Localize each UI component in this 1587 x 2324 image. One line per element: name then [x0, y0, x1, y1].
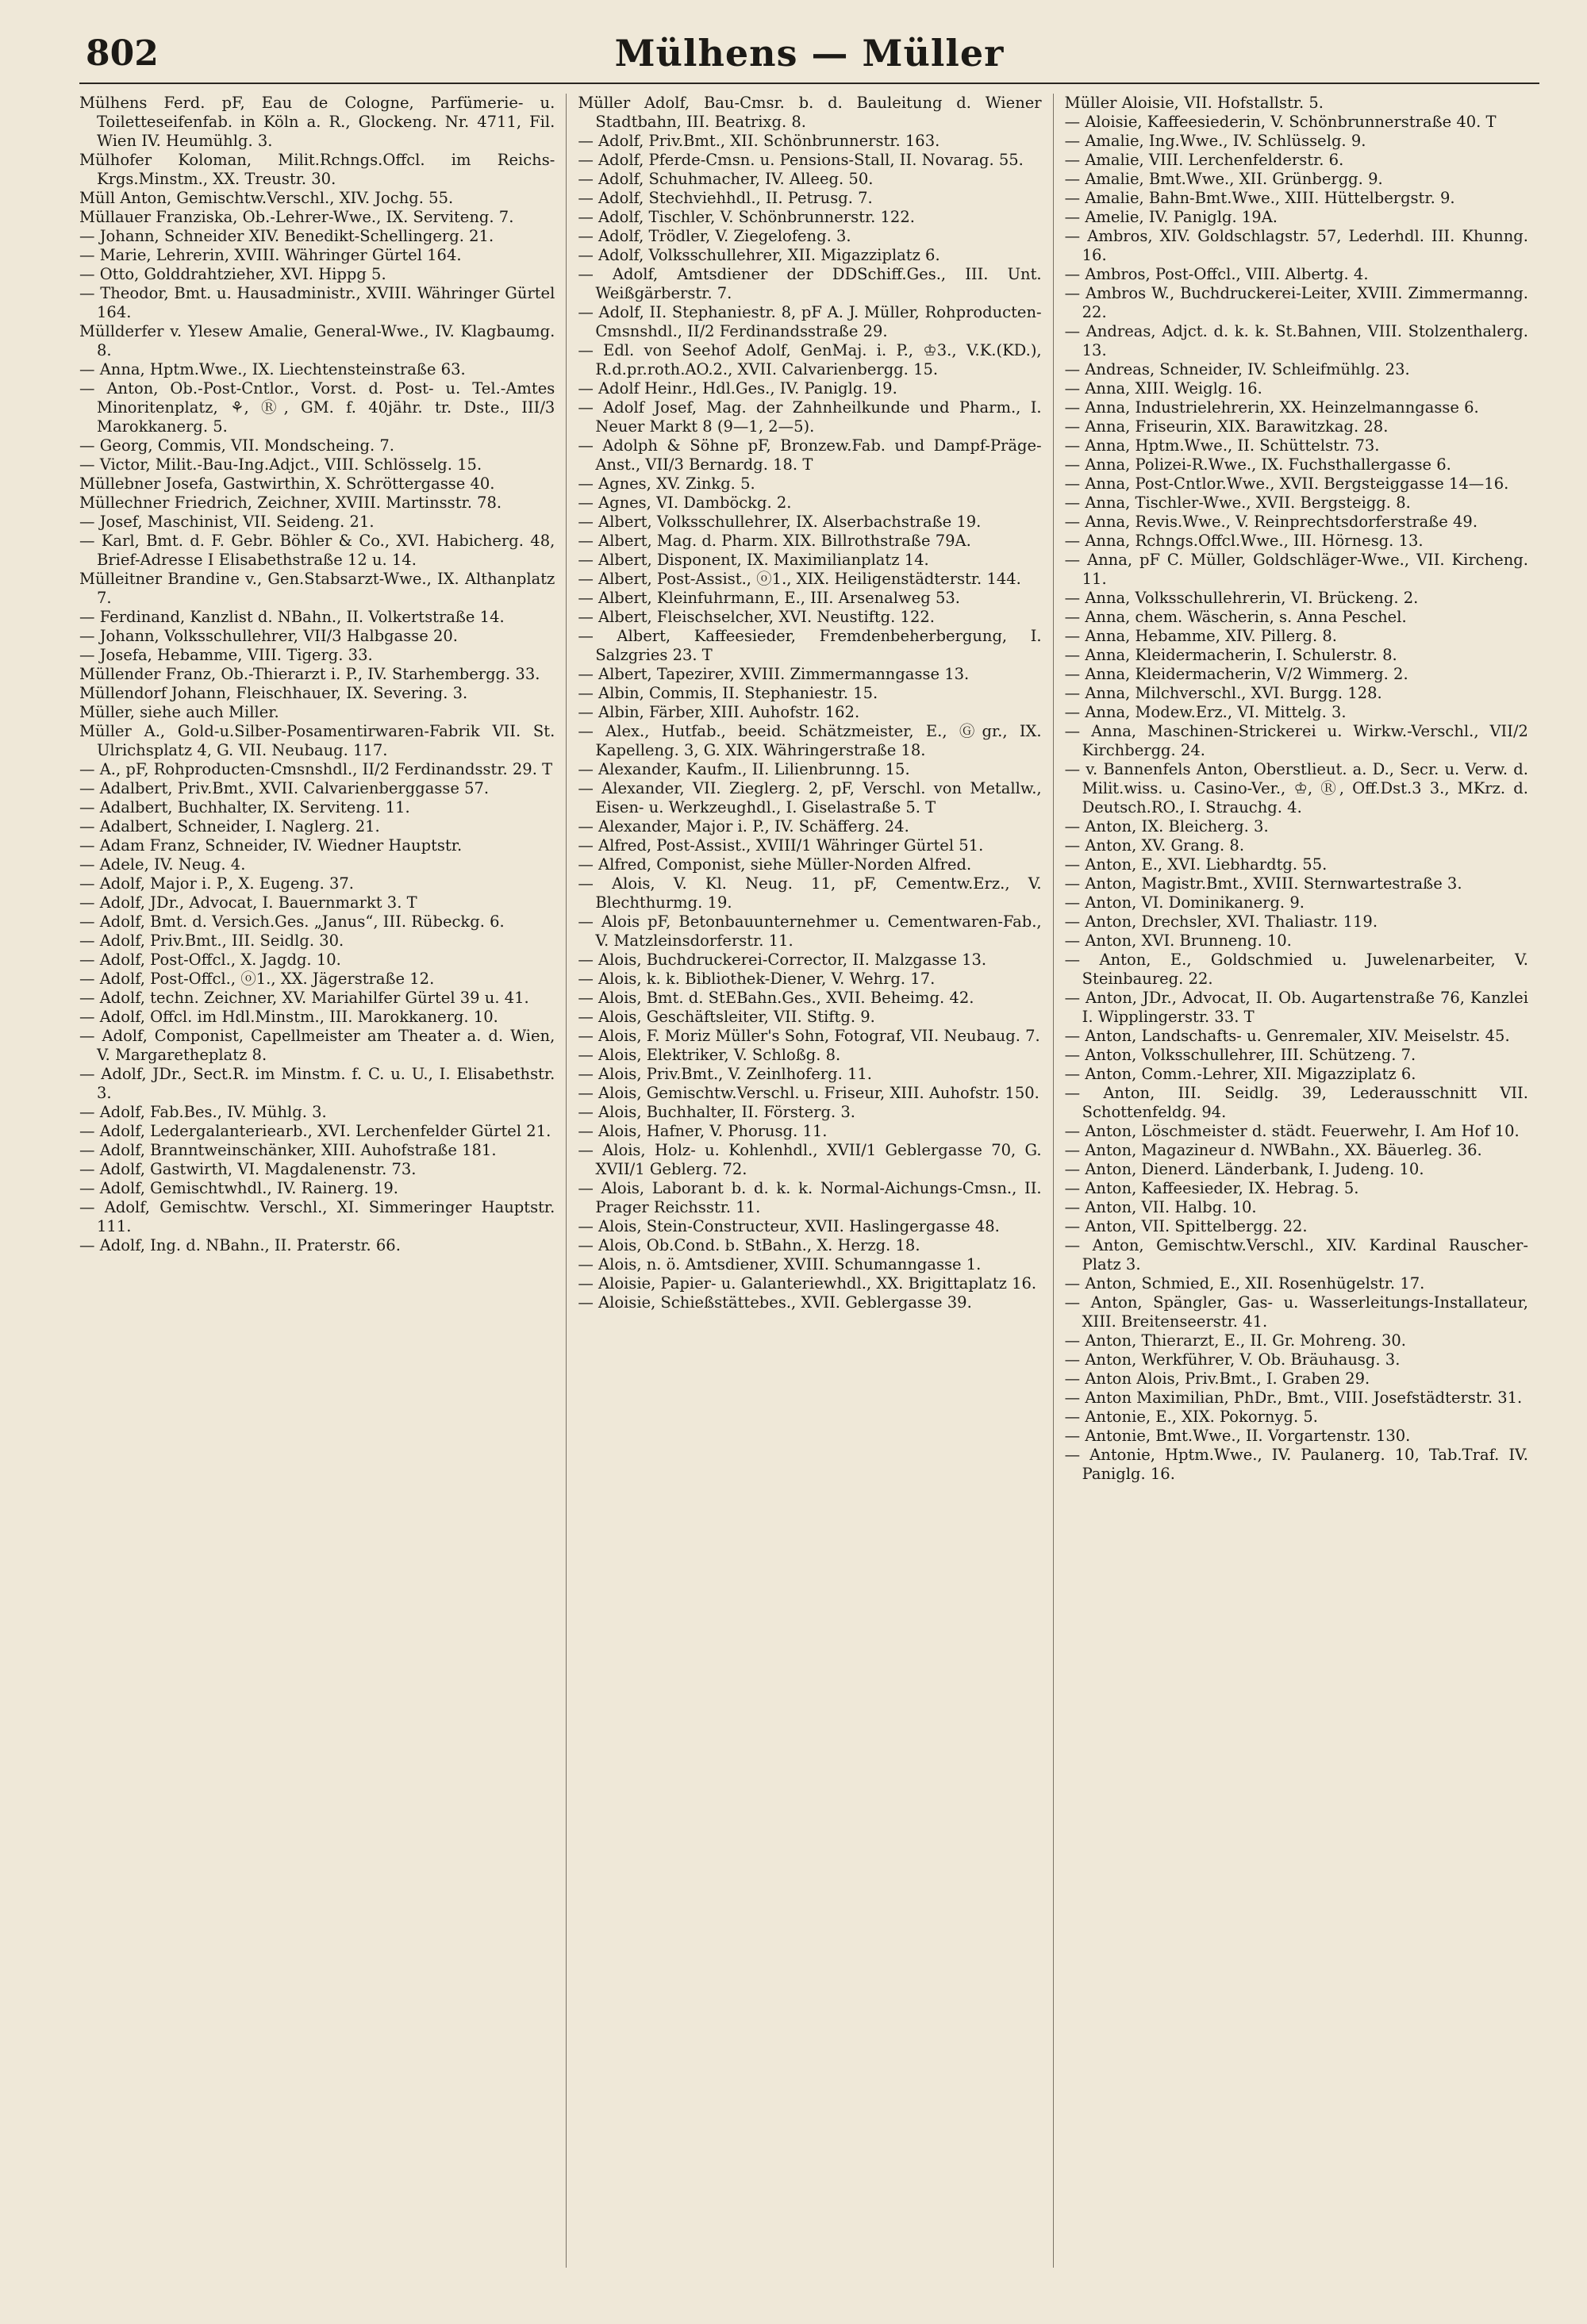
directory-entry: — Albin, Färber, XIII. Auhofstr. 162.: [578, 703, 860, 721]
directory-entry: — Aloisie, Schießstättebes., XVII. Geblergasse 39.: [578, 1293, 972, 1312]
directory-entry: — Alois, Geschäftsleiter, VII. Stiftg. 9.: [578, 1008, 875, 1026]
directory-entry: — Anna, Kleidermacherin, I. Schulerstr. 8.: [1064, 646, 1397, 664]
directory-entry: — Georg, Commis, VII. Mondscheing. 7.: [79, 436, 394, 455]
directory-entry: — Adolf, JDr., Advocat, I. Bauernmarkt 3. T: [79, 893, 417, 912]
directory-columns: [79, 94, 1539, 2268]
directory-entry: — Anton, E., Goldschmied u. Juwelenarbeiter, V. Steinbaureg. 22.: [1064, 951, 1528, 988]
directory-entry: — Adolf, II. Stephaniestr. 8, pF A. J. Müller, Rohproducten-Cmsnshdl., II/2 Ferdinandsstraße 29.: [578, 303, 1042, 340]
directory-entry: — Albin, Commis, II. Stephaniestr. 15.: [578, 684, 878, 702]
page-number: 802: [86, 33, 159, 74]
directory-entry: — Adolf, Schuhmacher, IV. Alleeg. 50.: [578, 170, 874, 188]
directory-entry: Müll Anton, Gemischtw.Verschl., XIV. Jochg. 55.: [79, 189, 454, 207]
directory-entry: Müllauer Franziska, Ob.-Lehrer-Wwe., IX. Serviteng. 7.: [79, 208, 514, 226]
directory-entry: — Johann, Volksschullehrer, VII/3 Halbgasse 20.: [79, 627, 458, 645]
directory-entry: — Anna, XIII. Weiglg. 16.: [1064, 379, 1262, 398]
directory-entry: — Antonie, Bmt.Wwe., II. Vorgartenstr. 130.: [1064, 1427, 1411, 1445]
directory-entry: — Adolf, Tischler, V. Schönbrunnerstr. 122.: [578, 208, 915, 226]
directory-entry: — Anna, Modew.Erz., VI. Mittelg. 3.: [1064, 703, 1347, 721]
directory-entry: — Anna, Hebamme, XIV. Pillerg. 8.: [1064, 627, 1337, 645]
directory-entry: — Adolf, Pferde-Cmsn. u. Pensions-Stall, II. Novarag. 55.: [578, 151, 1024, 169]
directory-entry: — Adolf, Priv.Bmt., III. Seidlg. 30.: [79, 932, 344, 950]
directory-entry: — Anna, pF C. Müller, Goldschläger-Wwe., VII. Kircheng. 11.: [1064, 551, 1528, 588]
directory-entry: — Anton, Magazineur d. NWBahn., XX. Bäuerleg. 36.: [1064, 1141, 1482, 1159]
directory-entry: — Alois, Stein-Constructeur, XVII. Haslingergasse 48.: [578, 1217, 1000, 1235]
directory-entry: — Anton, Gemischtw.Verschl., XIV. Kardinal Rauscher-Platz 3.: [1064, 1236, 1528, 1273]
directory-entry: — Josef, Maschinist, VII. Seideng. 21.: [79, 513, 375, 531]
directory-entry: — Marie, Lehrerin, XVIII. Währinger Gürtel 164.: [79, 246, 462, 264]
directory-entry: — Anna, Revis.Wwe., V. Reinprechtsdorferstraße 49.: [1064, 513, 1478, 531]
column-2: [566, 94, 1052, 2268]
directory-entry: — Johann, Schneider XIV. Benedikt-Schellingerg. 21.: [79, 227, 494, 245]
directory-entry: — Amalie, VIII. Lerchenfelderstr. 6.: [1064, 151, 1344, 169]
directory-entry: — Adalbert, Priv.Bmt., XVII. Calvarienberggasse 57.: [79, 779, 490, 797]
directory-entry: Müllender Franz, Ob.-Thierarzt i. P., IV. Starhembergg. 33.: [79, 665, 540, 683]
directory-entry: — Aloisie, Kaffeesiederin, V. Schönbrunnerstraße 40. T: [1064, 113, 1497, 131]
directory-entry: — Albert, Disponent, IX. Maximilianplatz 14.: [578, 551, 929, 569]
directory-entry: — Alois, Laborant b. d. k. k. Normal-Aichungs-Cmsn., II. Prager Reichsstr. 11.: [578, 1179, 1042, 1216]
directory-entry: — Anton, E., XVI. Liebhardtg. 55.: [1064, 855, 1328, 874]
directory-entry: — Amalie, Bmt.Wwe., XII. Grünbergg. 9.: [1064, 170, 1383, 188]
directory-entry: — Aloisie, Papier- u. Galanteriewhdl., XX. Brigittaplatz 16.: [578, 1274, 1037, 1293]
directory-entry: — Adolf Josef, Mag. der Zahnheilkunde und Pharm., I. Neuer Markt 8 (9—1, 2—5).: [578, 398, 1042, 436]
directory-entry: — Anton, JDr., Advocat, II. Ob. Augartenstraße 76, Kanzlei I. Wipplingerstr. 33. T: [1064, 989, 1528, 1026]
page-header: [79, 32, 1539, 84]
directory-entry: — Alois, k. k. Bibliothek-Diener, V. Wehrg. 17.: [578, 970, 936, 988]
directory-entry: Mülleitner Brandine v., Gen.Stabsarzt-Wwe., IX. Althanplatz 7.: [79, 570, 555, 607]
directory-entry: — Albert, Volksschullehrer, IX. Alserbachstraße 19.: [578, 513, 982, 531]
directory-entry: — Anton, VI. Dominikanerg. 9.: [1064, 893, 1305, 912]
directory-entry: — Anton, Werkführer, V. Ob. Bräuhausg. 3.: [1064, 1350, 1401, 1369]
directory-entry: — Josefa, Hebamme, VIII. Tigerg. 33.: [79, 646, 373, 664]
directory-entry: — Alfred, Post-Assist., XVIII/1 Währinger Gürtel 51.: [578, 836, 984, 855]
directory-entry: — Alexander, Major i. P., IV. Schäfferg. 24.: [578, 817, 909, 835]
directory-entry: — Adolf, Trödler, V. Ziegelofeng. 3.: [578, 227, 851, 245]
directory-entry: — Adalbert, Buchhalter, IX. Serviteng. 11.: [79, 798, 410, 816]
directory-entry: — Adolf, Componist, Capellmeister am Theater a. d. Wien, V. Margaretheplatz 8.: [79, 1027, 555, 1064]
directory-entry: — Anna, Maschinen-Strickerei u. Wirkw.-Verschl., VII/2 Kirchbergg. 24.: [1064, 722, 1528, 759]
directory-entry: — Adolf, Ledergalanteriearb., XVI. Lerchenfelder Gürtel 21.: [79, 1122, 551, 1140]
directory-entry: — Alex., Hutfab., beeid. Schätzmeister, E., Ⓖgr., IX. Kapelleng. 3, G. XIX. Währingerstraße 18.: [578, 722, 1042, 759]
directory-entry: — Alois, Hafner, V. Phorusg. 11.: [578, 1122, 828, 1140]
directory-entry: — Amelie, IV. Paniglg. 19A.: [1064, 208, 1278, 226]
directory-entry: Müllderfer v. Ylesew Amalie, General-Wwe., IV. Klagbaumg. 8.: [79, 322, 555, 359]
directory-entry: — Adalbert, Schneider, I. Naglerg. 21.: [79, 817, 380, 835]
directory-entry: — Anton, III. Seidlg. 39, Lederausschnitt VII. Schottenfeldg. 94.: [1064, 1084, 1528, 1121]
directory-entry: — Alois, Elektriker, V. Schloßg. 8.: [578, 1046, 841, 1064]
directory-entry: — Alexander, Kaufm., II. Lilienbrunng. 15.: [578, 760, 910, 778]
column-1: [79, 94, 566, 2268]
directory-entry: — Anna, Milchverschl., XVI. Burgg. 128.: [1064, 684, 1382, 702]
directory-entry: Müller Aloisie, VII. Hofstallstr. 5.: [1064, 94, 1324, 112]
directory-entry: — Alexander, VII. Zieglerg. 2, pF, Verschl. von Metallw., Eisen- u. Werkzeughdl., I. Giselastraße 5. T: [578, 779, 1042, 816]
directory-entry: — Anna, Kleidermacherin, V/2 Wimmerg. 2.: [1064, 665, 1408, 683]
directory-entry: — Anna, Hptm.Wwe., II. Schüttelstr. 73.: [1064, 436, 1380, 455]
directory-entry: — Anton, Ob.-Post-Cntlor., Vorst. d. Post- u. Tel.-Amtes Minoritenplatz, ⚘, Ⓡ, GM. f. 40jähr. tr. Dste., III/3 Marokkanerg. 5.: [79, 379, 555, 436]
directory-entry: — Anton, Drechsler, XVI. Thaliastr. 119.: [1064, 912, 1378, 931]
directory-entry: — Anton, VII. Halbg. 10.: [1064, 1198, 1257, 1216]
directory-entry: — Anton, Spängler, Gas- u. Wasserleitungs-Installateur, XIII. Breitenseerstr. 41.: [1064, 1293, 1528, 1331]
directory-entry: — Alois, Ob.Cond. b. StBahn., X. Herzg. 18.: [578, 1236, 920, 1254]
directory-entry: — Anton, Magistr.Bmt., XVIII. Sternwartestraße 3.: [1064, 874, 1462, 893]
directory-entry: — Albert, Fleischselcher, XVI. Neustiftg. 122.: [578, 608, 935, 626]
directory-entry: — Adolf, Priv.Bmt., XII. Schönbrunnerstr. 163.: [578, 132, 940, 150]
directory-entry: — Anna, Friseurin, XIX. Barawitzkag. 28.: [1064, 417, 1389, 436]
directory-entry: — Agnes, XV. Zinkg. 5.: [578, 474, 755, 493]
directory-entry: — Antonie, Hptm.Wwe., IV. Paulanerg. 10, Tab.Traf. IV. Paniglg. 16.: [1064, 1446, 1528, 1483]
directory-entry: — Anton, Kaffeesieder, IX. Hebrag. 5.: [1064, 1179, 1359, 1197]
directory-entry: — Alois, Buchhalter, II. Försterg. 3.: [578, 1103, 855, 1121]
directory-entry: — Alois, V. Kl. Neug. 11, pF, Cementw.Erz., V. Blechthurmg. 19.: [578, 874, 1042, 912]
directory-entry: — Anton, Dienerd. Länderbank, I. Judeng. 10.: [1064, 1160, 1424, 1178]
directory-entry: — Adolf, Gastwirth, VI. Magdalenenstr. 73.: [79, 1160, 417, 1178]
directory-entry: — Adolf, Branntweinschänker, XIII. Auhofstraße 181.: [79, 1141, 497, 1159]
directory-entry: — Anton, Thierarzt, E., II. Gr. Mohreng. 30.: [1064, 1331, 1406, 1350]
directory-entry: — Alfred, Componist, siehe Müller-Norden Alfred.: [578, 855, 972, 874]
directory-entry: — Adolf, Volksschullehrer, XII. Migazziplatz 6.: [578, 246, 940, 264]
directory-entry: — Anton, Comm.-Lehrer, XII. Migazziplatz 6.: [1064, 1065, 1416, 1083]
directory-entry: — Adolf, Gemischtw. Verschl., XI. Simmeringer Hauptstr. 111.: [79, 1198, 555, 1235]
directory-entry: — Anton, Löschmeister d. städt. Feuerwehr, I. Am Hof 10.: [1064, 1122, 1520, 1140]
directory-entry: — Albert, Kleinfuhrmann, E., III. Arsenalweg 53.: [578, 589, 960, 607]
running-head: Mülhens — Müller: [614, 32, 1005, 75]
directory-entry: Müller A., Gold-u.Silber-Posamentirwaren-Fabrik VII. St. Ulrichsplatz 4, G. VII. Neubaug. 117.: [79, 722, 555, 759]
directory-entry: — Alois, Bmt. d. StEBahn.Ges., XVII. Beheimg. 42.: [578, 989, 974, 1007]
directory-entry: — Adam Franz, Schneider, IV. Wiedner Hauptstr.: [79, 836, 463, 855]
directory-entry: — Anna, Hptm.Wwe., IX. Liechtensteinstraße 63.: [79, 360, 466, 378]
directory-entry: — Albert, Tapezirer, XVIII. Zimmermanngasse 13.: [578, 665, 970, 683]
directory-entry: — Amalie, Ing.Wwe., IV. Schlüsselg. 9.: [1064, 132, 1366, 150]
directory-entry: — Anna, Polizei-R.Wwe., IX. Fuchsthallergasse 6.: [1064, 455, 1451, 474]
directory-entry: — Anton, VII. Spittelbergg. 22.: [1064, 1217, 1308, 1235]
directory-entry: — Anna, chem. Wäscherin, s. Anna Peschel.: [1064, 608, 1407, 626]
directory-entry: — Ambros, Post-Offcl., VIII. Albertg. 4.: [1064, 265, 1369, 283]
directory-entry: — Albert, Post-Assist., ⓞ1., XIX. Heiligenstädterstr. 144.: [578, 570, 1021, 588]
directory-entry: — Victor, Milit.-Bau-Ing.Adjct., VIII. Schlösselg. 15.: [79, 455, 482, 474]
directory-entry: — Anna, Volksschullehrerin, VI. Brückeng. 2.: [1064, 589, 1419, 607]
directory-entry: — Andreas, Adjct. d. k. k. St.Bahnen, VIII. Stolzenthalerg. 13.: [1064, 322, 1528, 359]
directory-entry: — Adolf, techn. Zeichner, XV. Mariahilfer Gürtel 39 u. 41.: [79, 989, 529, 1007]
directory-entry: — Adolf, Bmt. d. Versich.Ges. „Janus“, III. Rübeckg. 6.: [79, 912, 505, 931]
directory-entry: — Anton Alois, Priv.Bmt., I. Graben 29.: [1064, 1369, 1370, 1388]
directory-page: [79, 32, 1539, 2293]
directory-entry: — Alois pF, Betonbauunternehmer u. Cementwaren-Fab., V. Matzleinsdorferstr. 11.: [578, 912, 1042, 950]
directory-entry: — Albert, Kaffeesieder, Fremdenbeherbergung, I. Salzgries 23. T: [578, 627, 1042, 664]
directory-entry: — Edl. von Seehof Adolf, GenMaj. i. P., ♔3., V.K.(KD.), R.d.pr.roth.AO.2., XVII. Calvarienbergg. 15.: [578, 341, 1042, 378]
directory-entry: Müllebner Josefa, Gastwirthin, X. Schröttergasse 40.: [79, 474, 495, 493]
directory-entry: — Anna, Tischler-Wwe., XVII. Bergsteigg. 8.: [1064, 494, 1411, 512]
directory-entry: — Adele, IV. Neug. 4.: [79, 855, 246, 874]
directory-entry: — Adolf, Post-Offcl., X. Jagdg. 10.: [79, 951, 341, 969]
directory-entry: — Anton, Schmied, E., XII. Rosenhügelstr. 17.: [1064, 1274, 1425, 1293]
directory-entry: — Alois, Buchdruckerei-Corrector, II. Malzgasse 13.: [578, 951, 987, 969]
directory-entry: — Adolf, Major i. P., X. Eugeng. 37.: [79, 874, 355, 893]
directory-entry: — Anton Maximilian, PhDr., Bmt., VIII. Josefstädterstr. 31.: [1064, 1389, 1523, 1407]
directory-entry: Müller, siehe auch Miller.: [79, 703, 279, 721]
directory-entry: — Amalie, Bahn-Bmt.Wwe., XIII. Hüttelbergstr. 9.: [1064, 189, 1455, 207]
directory-entry: — Agnes, VI. Damböckg. 2.: [578, 494, 792, 512]
directory-entry: — Adolf, Offcl. im Hdl.Minstm., III. Marokkanerg. 10.: [79, 1008, 498, 1026]
directory-entry: — Alois, Priv.Bmt., V. Zeinlhoferg. 11.: [578, 1065, 873, 1083]
directory-entry: Mülhens Ferd. pF, Eau de Cologne, Parfümerie- u. Toiletteseifenfab. in Köln a. R., Glockeng. Nr. 4711, Fil. Wien IV. Heumühlg. 3.: [79, 94, 555, 150]
directory-entry: — Karl, Bmt. d. F. Gebr. Böhler & Co., XVI. Habicherg. 48, Brief-Adresse I Elisabethstraße 12 u. 14.: [79, 532, 555, 569]
directory-entry: Müller Adolf, Bau-Cmsr. b. d. Bauleitung d. Wiener Stadtbahn, III. Beatrixg. 8.: [578, 94, 1042, 131]
directory-entry: — Adolf, JDr., Sect.R. im Minstm. f. C. u. U., I. Elisabethstr. 3.: [79, 1065, 555, 1102]
directory-entry: — Theodor, Bmt. u. Hausadministr., XVIII. Währinger Gürtel 164.: [79, 284, 555, 321]
directory-entry: — Ambros W., Buchdruckerei-Leiter, XVIII. Zimmermanng. 22.: [1064, 284, 1528, 321]
directory-entry: — Andreas, Schneider, IV. Schleifmühlg. 23.: [1064, 360, 1410, 378]
directory-entry: — Anna, Post-Cntlor.Wwe., XVII. Bergsteiggasse 14—16.: [1064, 474, 1509, 493]
directory-entry: — Adolf, Stechviehhdl., II. Petrusg. 7.: [578, 189, 873, 207]
directory-entry: — Anton, Landschafts- u. Genremaler, XIV. Meiselstr. 45.: [1064, 1027, 1510, 1045]
directory-entry: — Anna, Industrielehrerin, XX. Heinzelmanngasse 6.: [1064, 398, 1479, 417]
directory-entry: — Otto, Golddrahtzieher, XVI. Hippg 5.: [79, 265, 386, 283]
directory-entry: Mülhofer Koloman, Milit.Rchngs.Offcl. im Reichs-Krgs.Minstm., XX. Treustr. 30.: [79, 151, 555, 188]
directory-entry: — Albert, Mag. d. Pharm. XIX. Billrothstraße 79A.: [578, 532, 971, 550]
directory-entry: — Adolf, Post-Offcl., ⓞ1., XX. Jägerstraße 12.: [79, 970, 435, 988]
directory-entry: — Anna, Rchngs.Offcl.Wwe., III. Hörnesg. 13.: [1064, 532, 1424, 550]
directory-entry: — v. Bannenfels Anton, Oberstlieut. a. D., Secr. u. Verw. d. Milit.wiss. u. Casino-Ver., ♔, Ⓡ, Off.Dst.3 3., MKrz. d. Deutsch.RO., I. Strauchg. 4.: [1064, 760, 1528, 816]
directory-entry: — Anton, XV. Grang. 8.: [1064, 836, 1245, 855]
directory-entry: — Alois, Gemischtw.Verschl. u. Friseur, XIII. Auhofstr. 150.: [578, 1084, 1039, 1102]
directory-entry: — Adolph & Söhne pF, Bronzew.Fab. und Dampf-Präge-Anst., VII/3 Bernardg. 18. T: [578, 436, 1042, 474]
column-3: [1053, 94, 1539, 2268]
directory-entry: — Adolf, Amtsdiener der DDSchiff.Ges., III. Unt. Weißgärberstr. 7.: [578, 265, 1042, 302]
directory-entry: — Alois, F. Moriz Müller's Sohn, Fotograf, VII. Neubaug. 7.: [578, 1027, 1040, 1045]
directory-entry: — A., pF, Rohproducten-Cmsnshdl., II/2 Ferdinandsstr. 29. T: [79, 760, 553, 778]
directory-entry: Müllendorf Johann, Fleischhauer, IX. Severing. 3.: [79, 684, 468, 702]
directory-entry: — Anton, IX. Bleicherg. 3.: [1064, 817, 1269, 835]
directory-entry: — Alois, Holz- u. Kohlenhdl., XVII/1 Geblergasse 70, G. XVII/1 Geblerg. 72.: [578, 1141, 1042, 1178]
directory-entry: — Ferdinand, Kanzlist d. NBahn., II. Volkertstraße 14.: [79, 608, 505, 626]
directory-entry: — Anton, Volksschullehrer, III. Schützeng. 7.: [1064, 1046, 1416, 1064]
directory-entry: — Antonie, E., XIX. Pokornyg. 5.: [1064, 1408, 1318, 1426]
directory-entry: Müllechner Friedrich, Zeichner, XVIII. Martinsstr. 78.: [79, 494, 502, 512]
directory-entry: — Ambros, XIV. Goldschlagstr. 57, Lederhdl. III. Khunng. 16.: [1064, 227, 1528, 264]
directory-entry: — Alois, n. ö. Amtsdiener, XVIII. Schumanngasse 1.: [578, 1255, 982, 1273]
directory-entry: — Adolf, Gemischtwhdl., IV. Rainerg. 19.: [79, 1179, 398, 1197]
directory-entry: — Anton, XVI. Brunneng. 10.: [1064, 932, 1292, 950]
directory-entry: — Adolf, Fab.Bes., IV. Mühlg. 3.: [79, 1103, 327, 1121]
directory-entry: — Adolf, Ing. d. NBahn., II. Praterstr. 66.: [79, 1236, 401, 1254]
directory-entry: — Adolf Heinr., Hdl.Ges., IV. Paniglg. 19.: [578, 379, 897, 398]
